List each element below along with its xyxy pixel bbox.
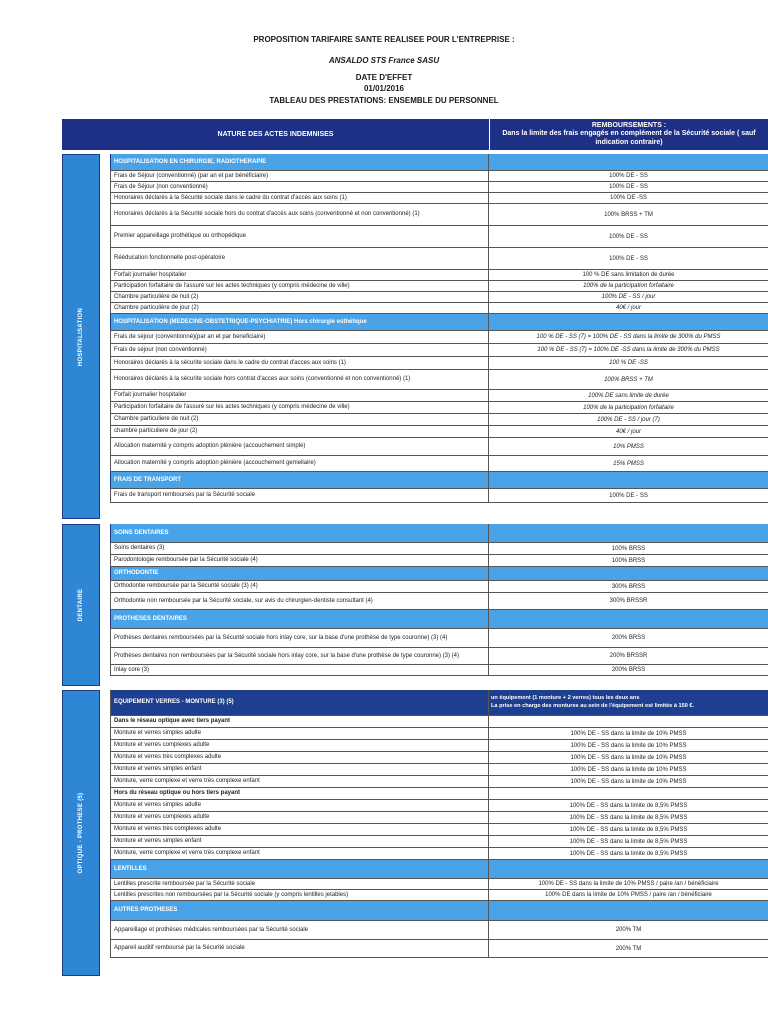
row-label: Honoraires déclarés à la sécurite sociale hors contrat d'acces aux soins (conventionné et non conventionné) (1): [110, 370, 489, 389]
row-label: Monture et verres complexes adulte: [110, 740, 489, 751]
table-row: [110, 921, 768, 940]
row-label: FRAIS DE TRANSPORT: [110, 472, 489, 488]
table-row: [110, 543, 768, 555]
row-label: Lentilles prescrites non remboursées par la Sécurité sociale (y compris lentilles jetables): [110, 890, 489, 900]
row-value: 100% DE dans la limite de 10% PMSS / paire /an / bénéficiaire: [545, 892, 712, 898]
row-value: 100% BRSS + TM: [604, 376, 653, 383]
table-row: [110, 940, 768, 958]
section-row: [110, 860, 768, 879]
row-value: 100% DE - SS dans la limite de 8,5% PMSS: [569, 838, 688, 845]
section-row: [110, 901, 768, 921]
row-value: 100% DE - SS dans la limite de 8,5% PMSS: [569, 826, 688, 833]
group-label-dentaire: DENTAIRE: [62, 524, 100, 686]
row-value: 100% DE - SS: [609, 492, 648, 499]
table-row: [110, 665, 768, 676]
row-value: 100% DE - SS: [609, 233, 648, 240]
table-header: [62, 119, 768, 150]
row-label: Participation forfaitaire de l'assuré sur les actes techniques (y compris médecine de ville): [110, 281, 489, 291]
row-label: Monture, verre complexe et verre très complexe enfant: [110, 848, 489, 859]
row-label: Frais de Séjour (non conventionné): [110, 182, 489, 192]
row-value: [489, 472, 768, 488]
row-value: 40€ / jour: [615, 428, 642, 435]
header-nature: NATURE DES ACTES INDEMNISES: [62, 119, 490, 150]
row-value: [489, 314, 768, 330]
section-row: [110, 567, 768, 581]
header-remb-line3: indication contraire): [595, 138, 663, 146]
row-value: 100% BRSS + TM: [604, 211, 653, 218]
doc-title: PROPOSITION TARIFAIRE SANTE REALISEE POUR L'ENTREPRISE :: [253, 35, 515, 44]
table-row: [110, 555, 768, 567]
section-row: [110, 524, 768, 543]
table-row: [110, 812, 768, 824]
row-value: 40€ / jour: [615, 305, 642, 311]
table-row: [110, 848, 768, 860]
row-label: AUTRES PROTHESES: [110, 901, 489, 920]
row-label: HOSPITALISATION (MEDECINE-OBSTETRIQUE-PSYCHIATRIE) Hors chirurgie esthétique: [110, 314, 489, 330]
section-row: [110, 314, 768, 331]
group-label-hospitalisation: HOSPITALISATION: [62, 154, 100, 519]
row-value: [489, 860, 768, 878]
row-label: Frais de transport remboursés par la Sécurité sociale: [110, 489, 489, 502]
row-value: 100% DE - SS: [609, 184, 648, 190]
rows-hospitalisation: [110, 154, 768, 503]
table-row: [110, 270, 768, 281]
row-value: [489, 901, 768, 920]
row-value: 100% DE - SS dans la limite de 8,5% PMSS: [569, 850, 688, 857]
row-note: [489, 690, 768, 715]
row-value: [489, 788, 768, 799]
row-label: Monture et verres simples adulte: [110, 728, 489, 739]
table-row: [110, 489, 768, 503]
table-row: [110, 281, 768, 292]
row-label: Inlay core (3): [110, 665, 489, 675]
row-label: Prothèses dentaires remboursées par la Sécurité sociale hors inlay core, sur la base d'une prothèse de type couronne) (3) (4): [110, 629, 489, 647]
row-value: 100% DE - SS dans la limite de 10% PMSS: [570, 778, 687, 785]
row-label: Premier appareillage prothétique ou orthopédique: [110, 226, 489, 247]
row-value: 100% DE - SS dans la limite de 10% PMSS: [570, 742, 687, 749]
row-value: 200% BRSS: [611, 635, 646, 641]
group-optique: [62, 690, 768, 976]
row-value: 300% BRSSR: [609, 598, 648, 604]
table-row: [110, 788, 768, 800]
row-label: Orthodontie non remboursée par la Sécurité sociale, sur avis du chirurgien-dentiste consultant (4): [110, 593, 489, 609]
row-value: 100% DE - SS dans la limite de 10% PMSS / paire /an / bénéficiaire: [538, 881, 719, 887]
table-row: [110, 438, 768, 456]
table-row: [110, 344, 768, 357]
row-value: 100% de la participation forfaitaire: [583, 404, 674, 411]
row-value: 200% TM: [615, 927, 642, 933]
table-row: [110, 171, 768, 182]
row-value: 100 % DE - SS (7) = 100% DE - SS dans la limite de 300% du PMSS: [536, 334, 721, 340]
table-row: [110, 414, 768, 426]
row-value: 100% DE - SS / jour: [601, 294, 656, 300]
row-value: 10% PMSS: [613, 443, 644, 450]
row-value: 100% DE sans limite de durée: [588, 392, 669, 399]
row-label: Monture et verres complexes adulte: [110, 812, 489, 823]
row-value: 100% DE - SS: [609, 255, 648, 262]
table-row: [110, 248, 768, 270]
table-row: [110, 456, 768, 472]
table-row: [110, 752, 768, 764]
row-label: Rééducation fonctionnelle post-opératoire: [110, 248, 489, 269]
row-value: [489, 716, 768, 727]
table-row: [110, 581, 768, 593]
table-row: [110, 879, 768, 890]
group-hospitalisation: [62, 154, 768, 519]
row-label: Monture et verres très complexes adulte: [110, 752, 489, 763]
row-label: Parodontologie remboursée par la Sécurité sociale (4): [110, 555, 489, 566]
table-row: [110, 890, 768, 901]
row-value: 300% BRSS: [611, 583, 646, 590]
section-row: [110, 472, 768, 489]
table-row: [110, 204, 768, 226]
table-subtitle: TABLEAU DES PRESTATIONS: ENSEMBLE DU PERSONNEL: [269, 96, 499, 105]
table-row: [110, 193, 768, 204]
row-value: 15% PMSS: [613, 460, 644, 467]
row-label: Forfait journalier hospitalier: [110, 270, 489, 280]
row-value: 200% BRSS: [611, 667, 646, 673]
row-value: 100% DE - SS dans la limite de 10% PMSS: [570, 730, 687, 737]
table-row: [110, 390, 768, 402]
date-value: 01/01/2016: [363, 84, 405, 93]
row-value: 200% TM: [615, 945, 642, 952]
date-label: DATE D'EFFET: [355, 73, 413, 82]
row-label: Appareil auditif remboursé par la Sécurité sociale: [110, 940, 489, 957]
table-row: [110, 836, 768, 848]
row-value: 100% DE - SS dans la limite de 8,5% PMSS: [569, 814, 688, 821]
row-label: Monture et verres simples enfant: [110, 764, 489, 775]
row-label: Allocation maternité y compris adoption plénière (accouchement simple): [110, 438, 489, 455]
row-label: Frais de séjour (non conventionné): [110, 344, 489, 356]
row-value: 100 % DE - SS (7) = 100% DE -SS dans la limite de 300% du PMSS: [537, 347, 720, 353]
company-name: ANSALDO STS France SASU: [328, 56, 440, 65]
row-label: PROTHESES DENTAIRES: [110, 610, 489, 628]
row-value: 100% BRSS: [611, 545, 646, 552]
table-row: [110, 292, 768, 303]
section-row: [110, 610, 768, 629]
table-row: [110, 357, 768, 370]
row-label: EQUIPEMENT VERRES - MONTURE (3) (5): [110, 690, 489, 715]
table-row: [110, 716, 768, 728]
header-remboursements: [490, 119, 768, 150]
row-label: Monture et verres simples enfant: [110, 836, 489, 847]
row-label: Dans le réseau optique avec tiers payant: [110, 716, 489, 727]
rows-dentaire: [110, 524, 768, 676]
row-label: Prothèses dentaires non remboursées par la Sécurité sociale hors inlay core, sur la base d'une prothèse de type couronne) (3) (4): [110, 648, 489, 664]
table-row: [110, 728, 768, 740]
table-row: [110, 226, 768, 248]
row-value: [489, 567, 768, 580]
table-row: [110, 303, 768, 314]
section-row: [110, 154, 768, 171]
row-label: Participation forfaitaire de l'assuré sur les actes techniques (y compris médecine de ville): [110, 402, 489, 413]
table-row: [110, 764, 768, 776]
section-row: [110, 690, 768, 716]
table-row: [110, 402, 768, 414]
row-label: Soins dentaires (3): [110, 543, 489, 554]
header-remb-line2: Dans la limite des frais engagés en complément de la Sécurité sociale ( sauf: [502, 130, 756, 138]
row-label: Monture et verres simples adulte: [110, 800, 489, 811]
table-row: [110, 776, 768, 788]
row-label: ORTHODONTIE: [110, 567, 489, 580]
table-row: [110, 370, 768, 390]
table-row: [110, 426, 768, 438]
row-label: Chambre particulière de jour (2): [110, 303, 489, 313]
row-label: Allocation maternité y compris adoption plénière (accouchement gemellaire): [110, 456, 489, 471]
row-value: 100% DE - SS dans la limite de 10% PMSS: [570, 766, 687, 773]
row-value: 100% BRSS: [611, 557, 646, 564]
row-label: Monture, verre complexe et verre très complexe enfant: [110, 776, 489, 787]
row-label: SOINS DENTAIRES: [110, 524, 489, 542]
note-line2: La prise en charge des montures au sein de l'équipement est limitée à 150 €.: [491, 702, 695, 709]
header-remb-line1: REMBOURSEMENTS :: [591, 121, 667, 129]
row-label: Frais de séjour (conventionné)(par an et par beneficiaire): [110, 331, 489, 343]
row-value: 100% de la participation forfaitaire: [583, 283, 674, 289]
note-line1: un équipement (1 monture + 2 verres) tous les deux ans: [491, 695, 640, 702]
row-value: 100% DE - SS dans la limite de 8,5% PMSS: [569, 802, 688, 809]
row-label: Hors du réseau optique ou hors tiers payant: [110, 788, 489, 799]
row-label: Honoraires déclarés à la Sécurité sociale dans le cadre du contrat d'accès aux soins (1): [110, 193, 489, 203]
row-label: LENTILLES: [110, 860, 489, 878]
table-row: [110, 629, 768, 648]
table-row: [110, 648, 768, 665]
row-label: Lentilles prescrite remboursée par la Sécurité sociale: [110, 879, 489, 889]
row-label: Appareillage et prothèses médicales remboursées par la Sécurité sociale: [110, 921, 489, 939]
row-label: Frais de Séjour (conventionné) (par an et par bénéficiaire): [110, 171, 489, 181]
row-value: 100% DE - SS / jour (7): [597, 416, 660, 423]
row-label: Monture et verres très complexes adulte: [110, 824, 489, 835]
row-value: 100% DE -SS: [609, 195, 648, 201]
rows-optique: [110, 690, 768, 958]
table-row: [110, 331, 768, 344]
row-value: 100 % DE sans limitation de durée: [582, 272, 675, 278]
row-label: Honoraires déclarés à la sécurite sociale dans le cadre du contrat d'acces aux soins (1): [110, 357, 489, 369]
row-label: Honoraires déclarés à la Sécurité sociale hors du contrat d'accès aux soins (conventionné et non conventionné) (1): [110, 204, 489, 225]
row-label: Forfait journalier hospitalier: [110, 390, 489, 401]
table-row: [110, 800, 768, 812]
row-value: 100% DE - SS dans la limite de 10% PMSS: [570, 754, 687, 761]
row-label: Chambre particuliere de nuit (2): [110, 414, 489, 425]
row-label: chambre particuliere de jour (2): [110, 426, 489, 437]
row-value: 100% DE - SS: [609, 173, 648, 179]
table-row: [110, 740, 768, 752]
row-value: 200% BRSSR: [609, 653, 648, 659]
table-row: [110, 824, 768, 836]
row-value: [489, 154, 768, 170]
row-value: 100 % DE -SS: [609, 360, 648, 366]
group-label-optique: OPTIQUE - PROTHESE (5): [62, 690, 100, 976]
group-dentaire: [62, 524, 768, 686]
row-label: HOSPITALISATION EN CHIRURGIE, RADIOTHERAPIE: [110, 154, 489, 170]
table-row: [110, 182, 768, 193]
table-row: [110, 593, 768, 610]
row-label: Orthodontie remboursée par la Sécurité sociale (3) (4): [110, 581, 489, 592]
row-value: [489, 610, 768, 628]
row-value: [489, 524, 768, 542]
row-label: Chambre particulière de nuit (2): [110, 292, 489, 302]
